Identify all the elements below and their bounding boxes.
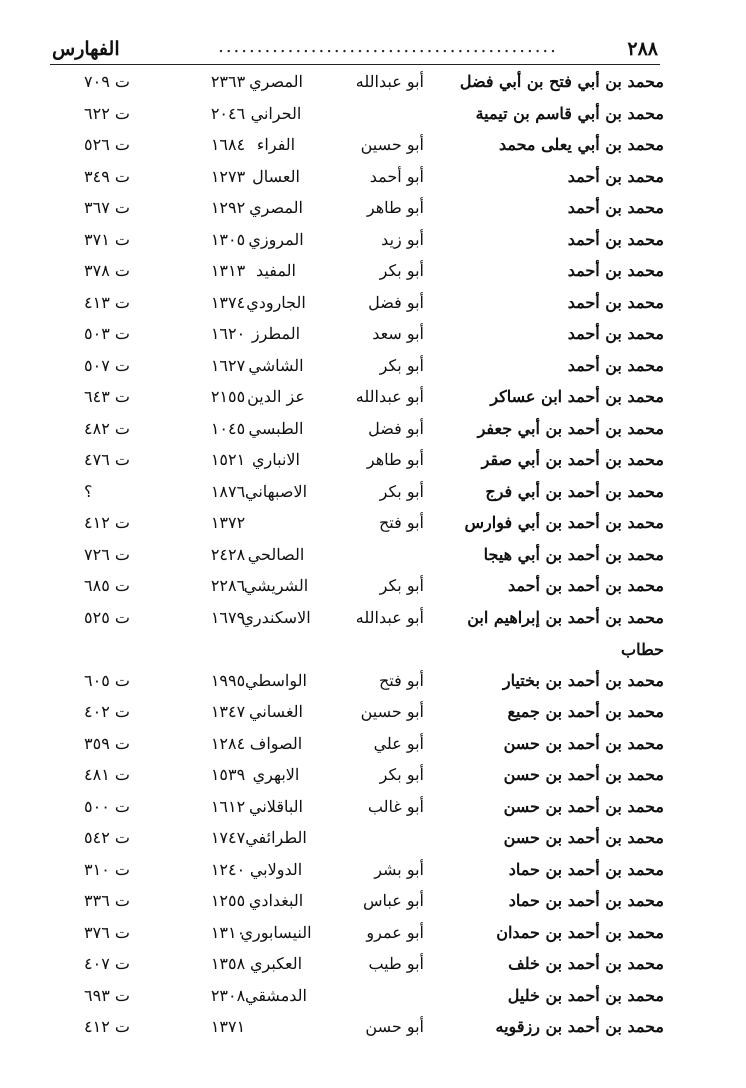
entry-nisba: العكبري [249, 954, 303, 973]
entry-nisba: الشريشي [243, 576, 309, 595]
entry-number: ١٦٨٤ [210, 135, 246, 154]
running-title: الفهارس [52, 38, 120, 60]
entry-name: محمد بن أحمد [567, 261, 664, 280]
entry-number: ١٢٨٤ [210, 733, 246, 753]
entry-death-year: ت ٤٠٧ [84, 954, 130, 973]
entry-number: ١٣١٠ [210, 922, 246, 942]
index-entries [0, 66, 746, 1043]
entry-death-year: ت ٥٠٣ [84, 324, 130, 343]
entry-name: محمد بن أحمد بن أحمد [507, 576, 664, 595]
entry-name: محمد بن أحمد [567, 355, 664, 375]
entry-name: محمد بن أحمد بن حسن [503, 828, 664, 847]
index-entry-row [0, 476, 746, 508]
entry-kunya: أبو أحمد [369, 166, 424, 186]
entry-name: محمد بن أحمد بن أبي هيجا [483, 544, 664, 564]
entry-kunya: أبو بكر [379, 261, 424, 280]
entry-death-year: ت ٣٧٨ [84, 261, 130, 280]
index-entry-row [0, 885, 746, 917]
page-header [52, 36, 658, 66]
entry-name: محمد بن أحمد بن خلف [508, 954, 664, 973]
entry-kunya: أبو حسين [360, 135, 424, 154]
entry-death-year: ؟ [84, 481, 93, 501]
entry-kunya: أبو بشر [374, 859, 424, 879]
entry-nisba: الانباري [252, 450, 300, 469]
entry-nisba: المروزي [248, 229, 304, 249]
entry-name: محمد بن أحمد بن جميع [507, 702, 664, 721]
entry-kunya: أبو غالب [367, 796, 424, 816]
entry-death-year: ت ٤٠٢ [84, 702, 130, 721]
entry-number: ١٦٢٠ [210, 324, 246, 343]
index-entry-row [0, 413, 746, 445]
entry-name: محمد بن أحمد بن أبي صقر [481, 450, 664, 469]
entry-number: ١٣٧١ [210, 1017, 246, 1036]
entry-number: ١٣٠٥ [210, 229, 246, 249]
entry-name: محمد بن أحمد بن رزقويه [495, 1017, 664, 1036]
entry-number: ١٢٤٠ [210, 859, 246, 879]
entry-kunya: أبو فتح [378, 670, 424, 690]
entry-death-year: ت ٥٠٠ [84, 796, 130, 816]
entry-nisba: الشاشي [248, 355, 304, 375]
entry-kunya: أبو عمرو [366, 922, 424, 942]
entry-number: ٢٣٠٨ [210, 985, 246, 1005]
entry-name: محمد بن أحمد بن حسن [503, 765, 664, 784]
entry-nisba: عز الدين [247, 387, 305, 406]
index-entry-row [0, 224, 746, 256]
entry-number: ١٩٩٥ [210, 670, 246, 690]
index-entry-row [0, 602, 746, 665]
entry-death-year: ت ٣١٠ [84, 859, 130, 879]
entry-kunya: أبو بكر [379, 765, 424, 784]
entry-nisba: الدولابي [249, 859, 303, 879]
index-entry-row [0, 854, 746, 886]
entry-nisba: الباقلاني [248, 796, 303, 816]
entry-kunya: أبو بكر [379, 576, 424, 595]
entry-number: ١٦١٢ [210, 796, 246, 816]
entry-nisba: الطرائفي [245, 828, 307, 847]
entry-name: محمد بن أحمد بن أبي فوارس [464, 513, 664, 532]
entry-nisba: العسال [252, 166, 300, 186]
entry-name: محمد بن أحمد [567, 166, 664, 186]
entry-kunya: أبو عباس [362, 891, 424, 910]
entry-number: ١٥٢١ [210, 450, 246, 469]
entry-number: ٢٤٢٨ [210, 544, 246, 564]
entry-nisba: الطبسي [248, 418, 304, 438]
entry-nisba: المفيد [256, 261, 296, 280]
index-entry-row [0, 444, 746, 476]
index-entry-row [0, 980, 746, 1012]
index-entry-row [0, 192, 746, 224]
index-entry-row [0, 318, 746, 350]
entry-kunya: أبو حسين [360, 702, 424, 721]
index-entry-row [0, 948, 746, 980]
entry-death-year: ت ٦٤٣ [84, 387, 130, 406]
entry-death-year: ت ٥٢٦ [84, 135, 130, 154]
index-entry-row [0, 287, 746, 319]
entry-death-year: ت ٣٧٦ [84, 922, 130, 942]
index-entry-row [0, 539, 746, 571]
entry-number: ١٦٧٩ [210, 607, 246, 627]
entry-kunya: أبو طيب [368, 954, 424, 973]
entry-kunya: أبو عبدالله [355, 387, 424, 406]
entry-death-year: ت ٦٢٢ [84, 103, 130, 123]
entry-kunya: أبو عبدالله [355, 607, 424, 627]
entry-kunya: أبو بكر [379, 355, 424, 375]
index-entry-row [0, 129, 746, 161]
entry-number: ٢٢٨٦ [210, 576, 246, 595]
entry-death-year: ت ٥٠٧ [84, 355, 130, 375]
entry-death-year: ت ٣٥٩ [84, 733, 130, 753]
entry-death-year: ت ٤٨٢ [84, 418, 130, 438]
entry-name: محمد بن أحمد بن أبي جعفر [477, 418, 664, 438]
index-entry-row [0, 696, 746, 728]
entry-death-year: ت ٤١٣ [84, 292, 130, 312]
entry-nisba: الحراني [250, 103, 302, 123]
index-entry-row [0, 570, 746, 602]
entry-name: محمد بن أبي قاسم بن تيمية [475, 103, 664, 123]
index-entry-row [0, 66, 746, 98]
entry-nisba: الصالحي [247, 544, 305, 564]
entry-death-year: ت ٤٧٦ [84, 450, 130, 469]
entry-nisba: الاصبهاني [244, 481, 308, 501]
entry-name: محمد بن أحمد بن أبي فرج [485, 481, 664, 501]
entry-number: ١٣٧٤ [210, 292, 246, 312]
entry-death-year: ت ٧٠٩ [84, 72, 130, 91]
entry-nisba: الصواف [249, 733, 303, 753]
entry-death-year: ت ٧٢٦ [84, 544, 130, 564]
index-entry-row [0, 1011, 746, 1043]
entry-kunya: أبو طاهر [366, 198, 424, 217]
index-entry-row [0, 98, 746, 130]
entry-nisba: المصري [249, 72, 303, 91]
entry-kunya: أبو فتح [378, 513, 424, 532]
entry-kunya: أبو بكر [379, 481, 424, 501]
entry-kunya: أبو حسن [365, 1017, 424, 1036]
entry-name: محمد بن أحمد [567, 292, 664, 312]
entry-kunya: أبو زيد [381, 229, 424, 249]
entry-death-year: ت ٣٣٦ [84, 891, 130, 910]
entry-nisba: الواسطي [245, 670, 307, 690]
page-number: ٢٨٨ [627, 38, 658, 60]
entry-nisba: الاسكندري [241, 607, 311, 627]
entry-nisba: الدمشقي [245, 985, 307, 1005]
entry-nisba: البغدادي [248, 891, 304, 910]
entry-death-year: ت ٣٧١ [84, 229, 130, 249]
header-rule [50, 64, 660, 65]
entry-number: ١٠٤٥ [210, 418, 246, 438]
header-leader-dots: ............................................ [218, 36, 558, 57]
entry-kunya: أبو علي [373, 733, 424, 753]
entry-number: ١٣١٣ [210, 261, 246, 280]
entry-number: ١٧٤٧ [210, 828, 246, 847]
entry-number: ٢٣٦٣ [210, 72, 246, 91]
index-entry-row [0, 161, 746, 193]
entry-death-year: ت ٥٢٥ [84, 607, 130, 627]
entry-number: ٢٠٤٦ [210, 103, 246, 123]
entry-death-year: ت ٤٨١ [84, 765, 130, 784]
entry-nisba: المصري [249, 198, 303, 217]
index-entry-row [0, 255, 746, 287]
entry-nisba: الابهري [252, 765, 300, 784]
entry-name: محمد بن أحمد بن خليل [507, 985, 664, 1005]
entry-name: محمد بن أحمد بن حماد [508, 859, 664, 879]
entry-death-year: ت ٤١٢ [84, 513, 130, 532]
entry-name: محمد بن أحمد [567, 229, 664, 249]
entry-name: محمد بن أحمد بن بختيار [502, 670, 664, 690]
entry-death-year: ت ٥٤٢ [84, 828, 130, 847]
index-entry-row [0, 759, 746, 791]
entry-kunya: أبو سعد [372, 324, 424, 343]
entry-kunya: أبو عبدالله [355, 72, 424, 91]
entry-name: محمد بن أبي فتح بن أبي فضل [459, 72, 664, 91]
entry-number: ١٣٧٢ [210, 513, 246, 532]
entry-name: محمد بن أحمد [567, 198, 664, 217]
entry-death-year: ت ٣٤٩ [84, 166, 130, 186]
entry-death-year: ت ٤١٢ [84, 1017, 130, 1036]
index-entry-row [0, 728, 746, 760]
entry-name: محمد بن أحمد بن حسن [503, 796, 664, 816]
index-entry-row [0, 665, 746, 697]
entry-number: ١٢٥٥ [210, 891, 246, 910]
index-entry-row [0, 381, 746, 413]
index-entry-row [0, 507, 746, 539]
entry-name: محمد بن أحمد ابن عساكر [490, 387, 664, 406]
entry-name: محمد بن أبي يعلى محمد [498, 135, 664, 154]
index-entry-row [0, 350, 746, 382]
entry-number: ١٢٧٣ [210, 166, 246, 186]
entry-death-year: ت ٣٦٧ [84, 198, 130, 217]
entry-name: محمد بن أحمد بن حمدان [496, 922, 664, 942]
entry-nisba: الفراء [256, 135, 296, 154]
entry-name-continuation: حطاب [621, 639, 664, 659]
entry-name: محمد بن أحمد [567, 324, 664, 343]
entry-kunya: أبو فضل [368, 418, 424, 438]
index-entry-row [0, 791, 746, 823]
entry-number: ١٦٢٧ [210, 355, 246, 375]
entry-kunya: أبو طاهر [366, 450, 424, 469]
entry-death-year: ت ٦٨٥ [84, 576, 130, 595]
entry-number: ١٥٣٩ [210, 765, 246, 784]
index-entry-row [0, 822, 746, 854]
entry-number: ١٣٥٨ [210, 954, 246, 973]
entry-nisba: النيسابوري [240, 922, 312, 942]
entry-nisba: الجارودي [246, 292, 306, 312]
entry-number: ١٨٧٦ [210, 481, 246, 501]
entry-nisba: الغساني [249, 702, 303, 721]
entry-death-year: ت ٦٩٣ [84, 985, 130, 1005]
entry-number: ١٢٩٢ [210, 198, 246, 217]
index-entry-row [0, 917, 746, 949]
entry-name: محمد بن أحمد بن حماد [508, 891, 664, 910]
entry-name: محمد بن أحمد بن حسن [503, 733, 664, 753]
entry-nisba: المطرز [251, 324, 301, 343]
entry-name: محمد بن أحمد بن إبراهيم ابن [467, 607, 664, 627]
entry-number: ١٣٤٧ [210, 702, 246, 721]
entry-death-year: ت ٦٠٥ [84, 670, 130, 690]
entry-kunya: أبو فضل [368, 292, 424, 312]
entry-number: ٢١٥٥ [210, 387, 246, 406]
